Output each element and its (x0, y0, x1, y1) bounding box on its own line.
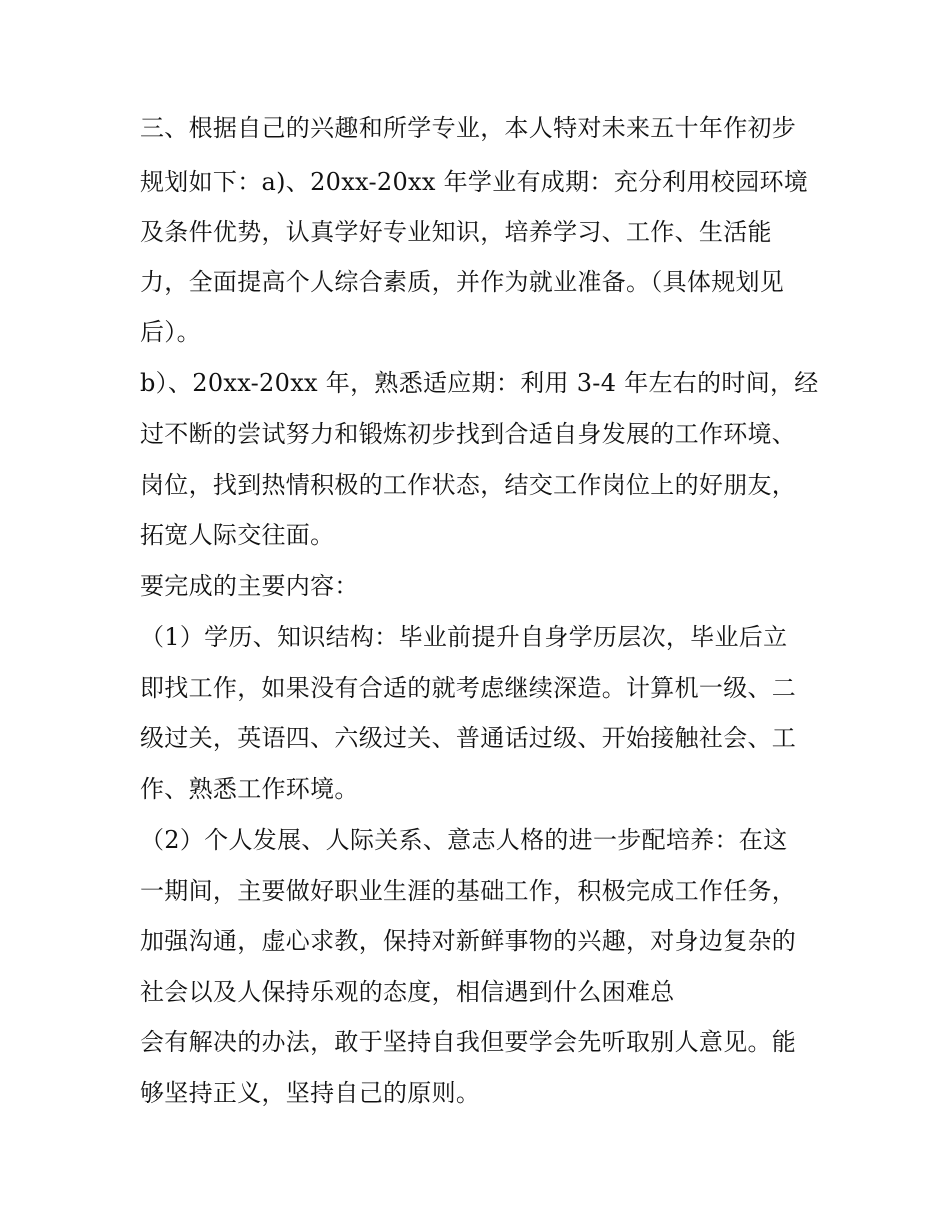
text-line: 作、熟悉工作环境。 (140, 775, 359, 803)
text-line: 过不断的尝试努力和锻炼初步找到合适自身发展的工作环境、 (140, 420, 797, 448)
text-line: 三、根据自己的兴趣和所学专业，本人特对未来五十年作初步 (140, 114, 797, 142)
text-line: 岗位，找到热情积极的工作状态，结交工作岗位上的好朋友， (140, 471, 797, 499)
text-line: 力，全面提高个人综合素质，并作为就业准备。（具体规划见 (140, 268, 785, 296)
text-line: 及条件优势，认真学好专业知识，培养学习、工作、生活能 (140, 218, 772, 246)
text-line: 加强沟通，虚心求教，保持对新鲜事物的兴趣，对身边复杂的 (140, 927, 797, 955)
text-line: 一期间，主要做好职业生涯的基础工作，积极完成工作任务， (140, 877, 797, 905)
text-line: 社会以及人保持乐观的态度，相信遇到什么困难总 (140, 978, 675, 1006)
text-line: 规划如下：a)、20xx-20xx 年学业有成期：充分利用校园环境 (140, 168, 809, 196)
text-line: 后）。 (140, 318, 201, 346)
text-line: b）、20xx-20xx 年，熟悉适应期：利用 3-4 年左右的时间，经 (140, 369, 819, 397)
text-line: 即找工作，如果没有合适的就考虑继续深造。计算机一级、二 (140, 674, 797, 702)
text-line: 要完成的主要内容： (140, 572, 359, 600)
text-line: 够坚持正义，坚持自己的原则。 (140, 1079, 481, 1107)
text-line: （1）学历、知识结构：毕业前提升自身学历层次，毕业后立 (140, 623, 788, 651)
text-line: 拓宽人际交往面。 (140, 521, 335, 549)
text-line: （2）个人发展、人际关系、意志人格的进一步配培养：在这 (140, 826, 788, 854)
text-line: 级过关，英语四、六级过关、普通话过级、开始接触社会、工 (140, 724, 797, 752)
text-line: 会有解决的办法，敢于坚持自我但要学会先听取别人意见。能 (140, 1028, 797, 1056)
